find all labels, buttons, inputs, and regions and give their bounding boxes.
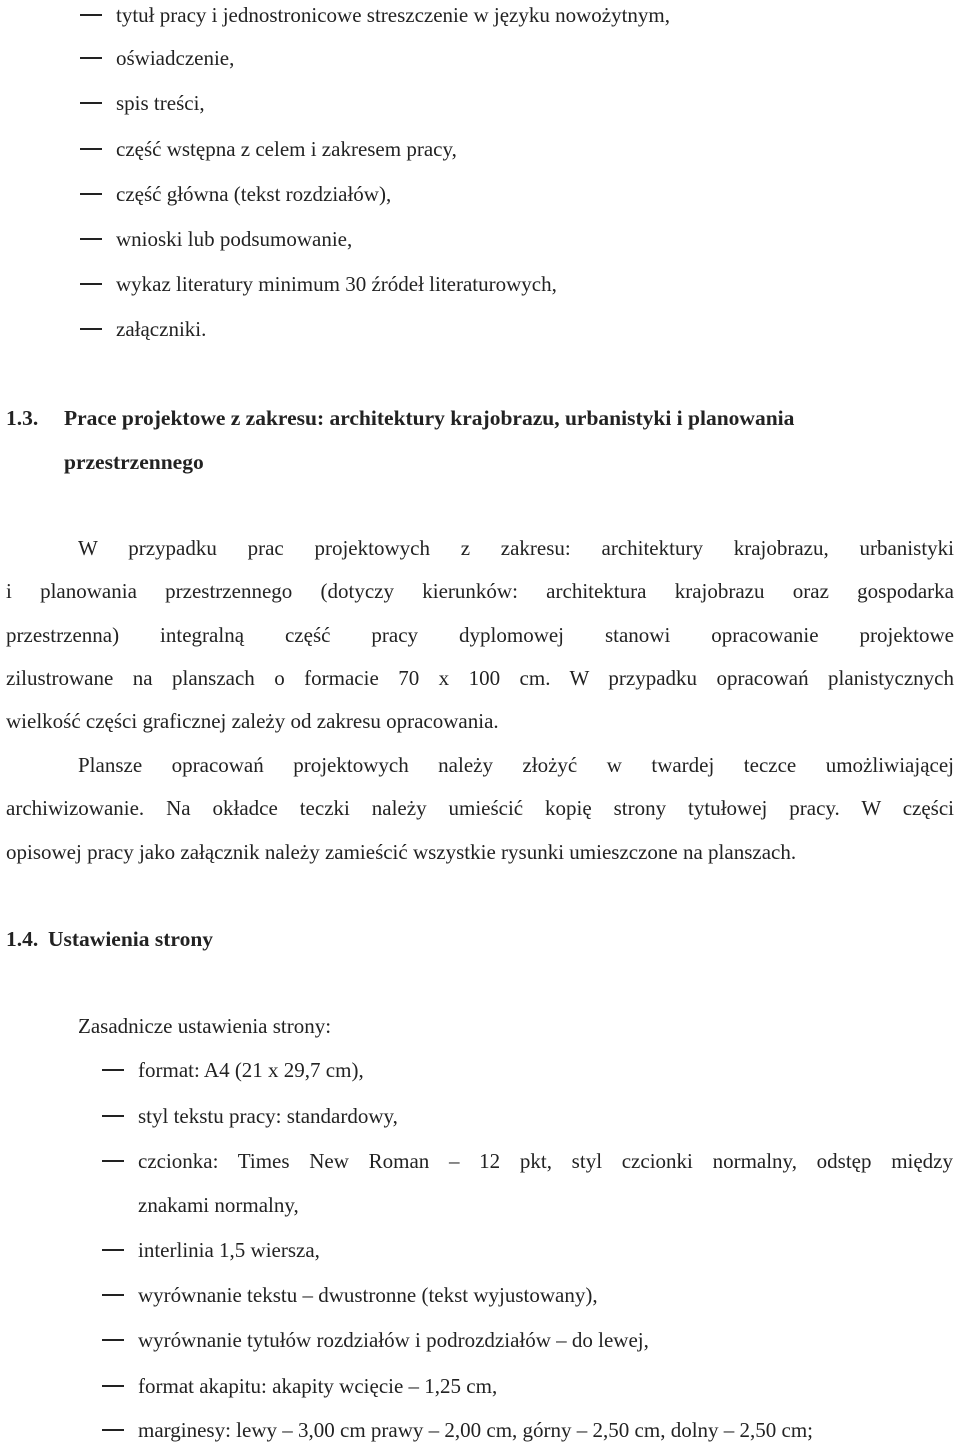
section-number: 1.4. — [6, 927, 39, 951]
dash-bullet-icon — [102, 1115, 124, 1117]
paragraph-line: archiwizowanie. Na okładce teczki należy umieścić kopię strony tytułowej pracy. W części — [6, 796, 954, 820]
dash-bullet-icon — [80, 148, 102, 150]
section-title: Prace projektowe z zakresu: architektury krajobrazu, urbanistyki i planowania — [64, 406, 795, 430]
dash-bullet-icon — [80, 57, 102, 59]
dash-bullet-icon — [102, 1429, 124, 1431]
section-title: Ustawienia strony — [48, 927, 214, 951]
dash-bullet-icon — [102, 1160, 124, 1162]
dash-bullet-icon — [80, 238, 102, 240]
dash-bullet-icon — [80, 328, 102, 330]
section-title-continuation: przestrzennego — [64, 450, 204, 474]
dash-bullet-icon — [102, 1069, 124, 1071]
section-number: 1.3. — [6, 406, 39, 430]
dash-bullet-icon — [102, 1339, 124, 1341]
paragraph-line: przestrzenna) integralną część pracy dyplomowej stanowi opracowanie projektowe — [6, 623, 954, 647]
dash-bullet-icon — [80, 14, 102, 16]
dash-bullet-icon — [102, 1294, 124, 1296]
dash-bullet-icon — [102, 1249, 124, 1251]
page-settings-intro: Zasadnicze ustawienia strony: — [78, 1014, 332, 1038]
dash-bullet-icon — [80, 283, 102, 285]
document-page: tytuł pracy i jednostronicowe streszczenie w języku nowożytnym, oświadczenie, spis treści, część wstępna z celem i zakresem pracy, część główna (tekst rozdziałów), wnioski lub podsumowanie, wykaz literatury minimum 30 źródeł literaturowych, załączniki. 1.3. Prace projektowe z zakresu: architektury krajobrazu, urbanistyki i planowania przestrzennego W przypadku prac projektowych z zakresu: architektury krajobrazu, urbanistyki i planowania przestrzennego (dotyczy kierunków: architektura krajobrazu oraz gospodarka przestrzenna) integralną część pracy dyplomowej stanowi opracowanie projektowe zilustrowane na planszach o formacie 70 x 100 cm. W przypadku opracowań planistycznych wielkość części graficznej zależy od zakresu opracowania. Plansze opracowań projektowych należy złożyć w twardej teczce umożliwiającej archiwizowanie. Na okładce teczki należy umieścić kopię strony tytułowej pracy. W części opisowej pracy jako załącznik należy zamieścić wszystkie rysunki umieszczone na planszach. 1.4. Ustawienia strony Zasadnicze ustawienia strony: format: A4 (21 x 29,7 cm), styl tekstu pracy: standardowy, czcionka: Times New Roman – 12 pkt, styl czcionki normalny, odstęp między znakami normalny, interlinia 1,5 wiersza, wyrównanie tekstu – dwustronne (tekst wyjustowany), wyrównanie tytułów rozdziałów i podrozdziałów – do lewej, format akapitu: akapity wcięcie – 1,25 cm, marginesy: lewy – 3,00 cm prawy – 2,00 cm, górny – 2,50 cm, dolny – 2,50 cm; — [6, 3, 954, 1442]
paragraph-line: wielkość części graficznej zależy od zakresu opracowania. — [6, 709, 499, 733]
list-item-continuation: znakami normalny, — [138, 1193, 299, 1217]
paragraph-line: i planowania przestrzennego (dotyczy kierunków: architektura krajobrazu oraz gospodarka — [6, 579, 954, 603]
paragraph-line: zilustrowane na planszach o formacie 70 x 100 cm. W przypadku opracowań planistycznych — [6, 666, 954, 690]
dash-bullet-icon — [102, 1385, 124, 1387]
paragraph-line: Plansze opracowań projektowych należy złożyć w twardej teczce umożliwiającej — [78, 753, 954, 777]
dash-bullet-icon — [80, 193, 102, 195]
dash-bullet-icon — [80, 102, 102, 104]
paragraph-line: W przypadku prac projektowych z zakresu: architektury krajobrazu, urbanistyki — [78, 536, 954, 560]
paragraph-line: opisowej pracy jako załącznik należy zamieścić wszystkie rysunki umieszczone na planszach. — [6, 840, 797, 864]
